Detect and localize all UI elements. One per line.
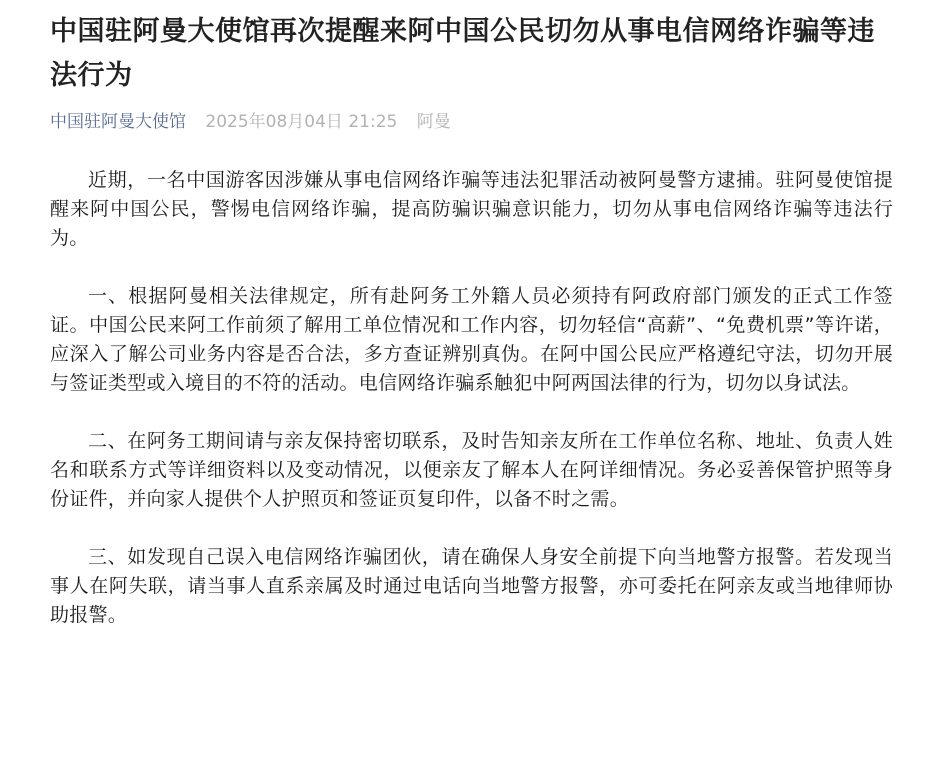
- article-title: 中国驻阿曼大使馆再次提醒来阿中国公民切勿从事电信网络诈骗等违法行为: [50, 16, 875, 91]
- article-meta: [50, 110, 893, 134]
- article-paragraph-intro: 近期，一名中国游客因涉嫌从事电信网络诈骗等违法犯罪活动被阿曼警方逮捕。驻阿曼使馆提醒来阿中国公民，警惕电信网络诈骗，提高防骗识骗意识能力，切勿从事电信网络诈骗等违法行为。: [50, 169, 893, 249]
- publish-location: 阿曼: [416, 112, 451, 132]
- article-paragraph-1: 一、根据阿曼相关法律规定，所有赴阿务工外籍人员必须持有阿政府部门颁发的正式工作签证。中国公民来阿工作前须了解用工单位情况和工作内容，切勿轻信“高薪”、“免费机票”等许诺，应深入了解公司业务内容是否合法，多方查证辨别真伪。在阿中国公民应严格遵纪守法，切勿开展与签证类型或入境目的不符的活动。电信网络诈骗系触犯中阿两国法律的行为，切勿以身试法。: [50, 285, 894, 394]
- account-name-link[interactable]: 中国驻阿曼大使馆: [50, 112, 186, 132]
- article-content: [50, 166, 893, 630]
- article-paragraph-2: 二、在阿务工期间请与亲友保持密切联系，及时告知亲友所在工作单位名称、地址、负责人姓名和联系方式等详细资料以及变动情况，以便亲友了解本人在阿详细情况。务必妥善保管护照等身份证件，并向家人提供个人护照页和签证页复印件，以备不时之需。: [50, 430, 893, 510]
- publish-time: 2025年08月04日 21:25: [205, 112, 398, 132]
- article-paragraph-3: 三、如发现自己误入电信网络诈骗团伙，请在确保人身安全前提下向当地警方报警。若发现当事人在阿失联，请当事人直系亲属及时通过电话向当地警方报警，亦可委托在阿亲友或当地律师协助报警。: [50, 546, 893, 626]
